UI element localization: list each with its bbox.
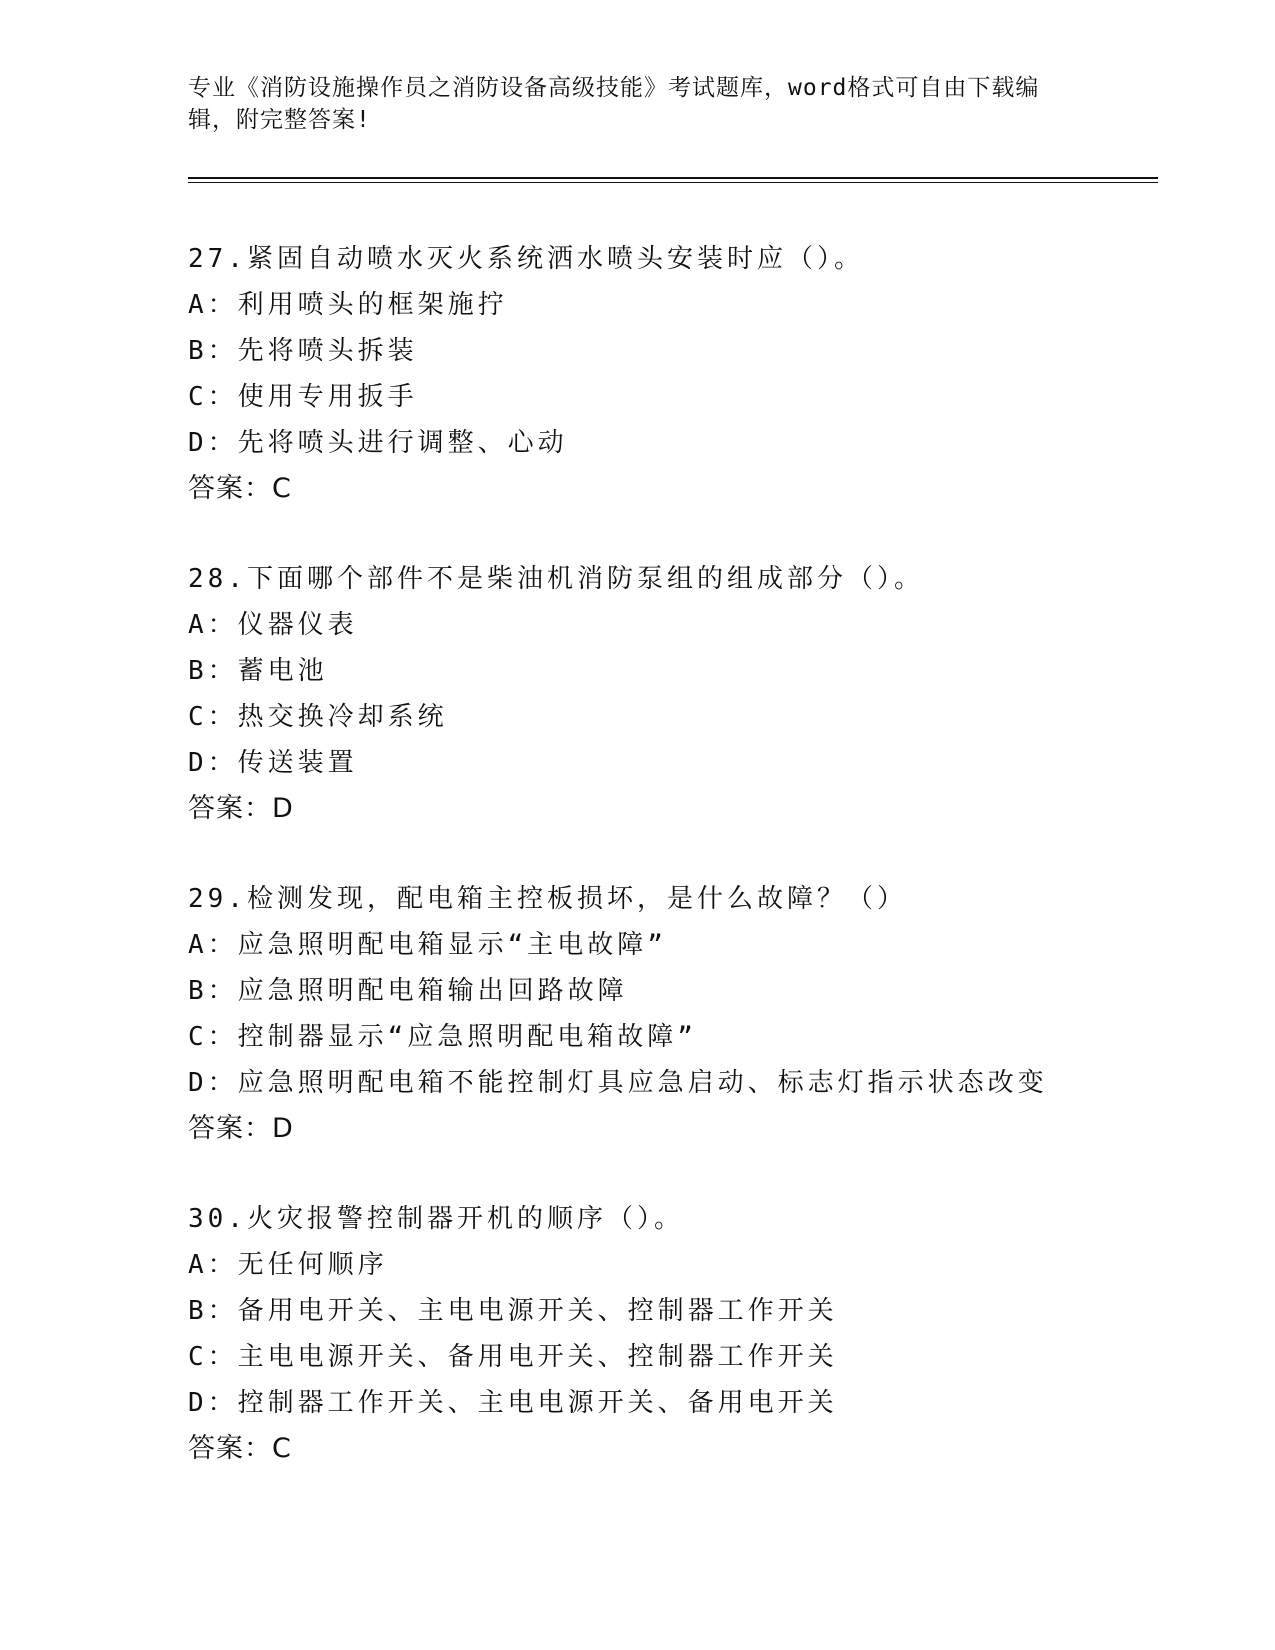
option-b: B：备用电开关、主电电源开关、控制器工作开关 <box>188 1296 838 1326</box>
option-a: A：仪器仪表 <box>188 610 358 640</box>
option-d: D：传送装置 <box>188 748 358 778</box>
question-30 <box>188 1196 1188 1472</box>
option-c: C：热交换冷却系统 <box>188 702 448 732</box>
header-divider-thick <box>188 177 1158 179</box>
option-d: D：应急照明配电箱不能控制灯具应急启动、标志灯指示状态改变 <box>188 1068 1048 1098</box>
answer: 答案：D <box>188 793 294 824</box>
option-a: A：应急照明配电箱显示“主电故障” <box>188 930 667 960</box>
question-29 <box>188 876 1188 1152</box>
answer: 答案：C <box>188 1433 292 1464</box>
header-line-1: 专业《消防设施操作员之消防设备高级技能》考试题库，word格式可自由下载编 <box>188 75 1040 101</box>
option-b: B：蓄电池 <box>188 656 328 686</box>
question-28 <box>188 556 1188 832</box>
question-27 <box>188 236 1188 512</box>
option-c: C：使用专用扳手 <box>188 382 418 412</box>
answer: 答案：C <box>188 473 292 504</box>
question-stem: 27.紧固自动喷水灭火系统洒水喷头安装时应（）。 <box>188 244 864 274</box>
option-c: C：主电电源开关、备用电开关、控制器工作开关 <box>188 1342 838 1372</box>
header-line-2: 辑，附完整答案! <box>188 107 371 133</box>
option-a: A：利用喷头的框架施拧 <box>188 290 508 320</box>
question-stem: 28.下面哪个部件不是柴油机消防泵组的组成部分（）。 <box>188 564 924 594</box>
question-stem: 30.火灾报警控制器开机的顺序（）。 <box>188 1204 684 1234</box>
option-b: B：应急照明配电箱输出回路故障 <box>188 976 628 1006</box>
option-a: A：无任何顺序 <box>188 1250 388 1280</box>
option-b: B：先将喷头拆装 <box>188 336 418 366</box>
question-stem: 29.检测发现，配电箱主控板损坏，是什么故障？（） <box>188 884 907 914</box>
option-d: D：先将喷头进行调整、心动 <box>188 428 568 458</box>
option-d: D：控制器工作开关、主电电源开关、备用电开关 <box>188 1388 838 1418</box>
header-divider-thin <box>188 182 1158 183</box>
answer: 答案：D <box>188 1113 294 1144</box>
document-header <box>188 72 1078 136</box>
option-c: C：控制器显示“应急照明配电箱故障” <box>188 1022 697 1052</box>
